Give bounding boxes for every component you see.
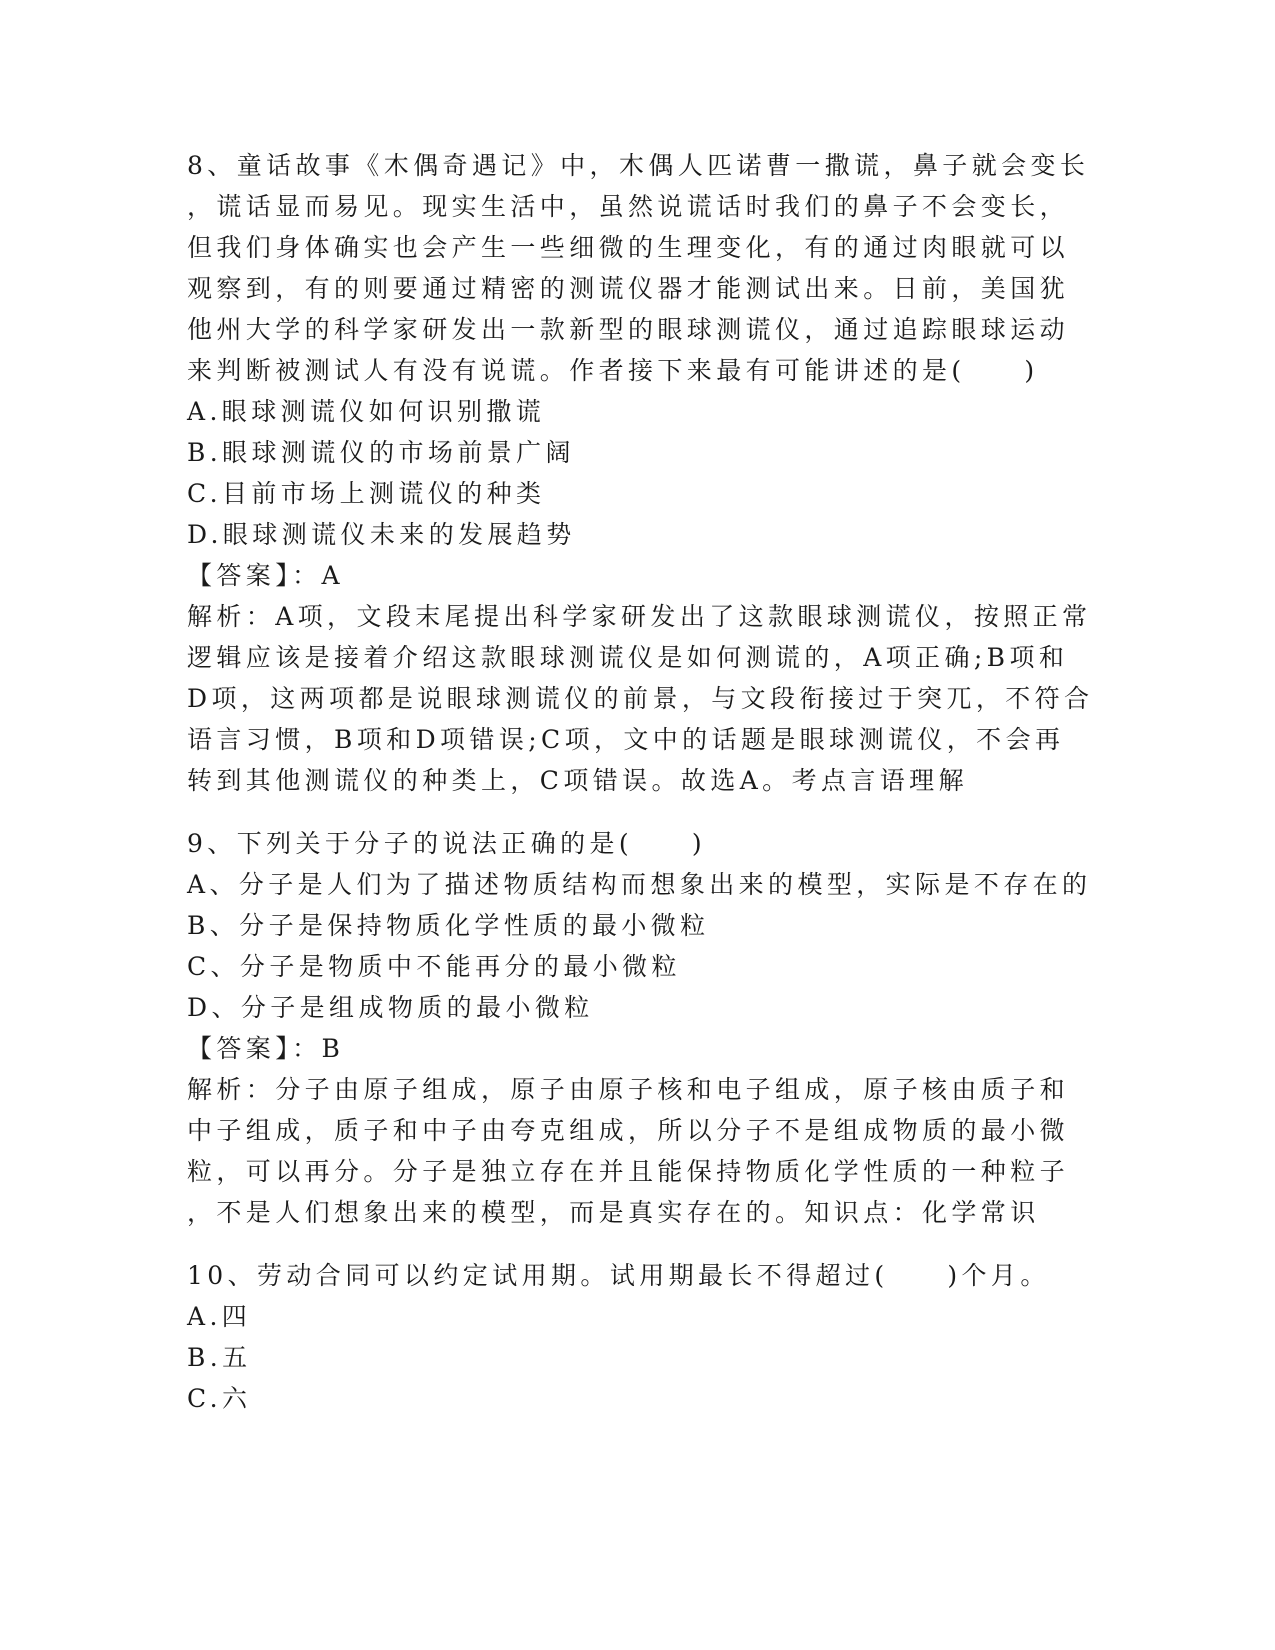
q10-option-a: A.四 xyxy=(187,1302,252,1331)
q8-analysis-line: 语言习惯，B项和D项错误;C项，文中的话题是眼球测谎仪，不会再 xyxy=(187,725,1065,754)
q9-analysis-line: 解析：分子由原子组成，原子由原子核和电子组成，原子核由质子和 xyxy=(187,1075,1070,1104)
q8-option-a: A.眼球测谎仪如何识别撒谎 xyxy=(187,397,546,426)
q8-analysis-line: 解析：A项，文段末尾提出科学家研发出了这款眼球测谎仪，按照正常 xyxy=(187,602,1092,631)
q8-analysis-line: 转到其他测谎仪的种类上，C项错误。故选A。考点言语理解 xyxy=(187,766,968,795)
q8-option-c: C.目前市场上测谎仪的种类 xyxy=(187,479,546,508)
q8-stem-line: 他州大学的科学家研发出一款新型的眼球测谎仪，通过追踪眼球运动 xyxy=(187,315,1070,344)
q9-option-c: C、分子是物质中不能再分的最小微粒 xyxy=(187,952,681,981)
q8-stem-line: ，谎话显而易见。现实生活中，虽然说谎话时我们的鼻子不会变长， xyxy=(187,192,1070,221)
q9-option-a: A、分子是人们为了描述物质结构而想象出来的模型，实际是不存在的 xyxy=(187,870,1092,899)
q8-option-d: D.眼球测谎仪未来的发展趋势 xyxy=(187,520,576,549)
q9-option-d: D、分子是组成物质的最小微粒 xyxy=(187,993,594,1022)
q8-answer: 【答案】：A xyxy=(187,561,344,590)
q8-stem-line: 但我们身体确实也会产生一些细微的生理变化，有的通过肉眼就可以 xyxy=(187,233,1070,262)
q8-option-b: B.眼球测谎仪的市场前景广阔 xyxy=(187,438,575,467)
q9-stem-line: 9、下列关于分子的说法正确的是( ) xyxy=(187,829,707,858)
q10-option-c: C.六 xyxy=(187,1384,252,1413)
q9-option-b: B、分子是保持物质化学性质的最小微粒 xyxy=(187,911,710,940)
q8-stem-line: 来判断被测试人有没有说谎。作者接下来最有可能讲述的是( ) xyxy=(187,356,1039,385)
q10-option-b: B.五 xyxy=(187,1343,252,1372)
q8-analysis-line: 逻辑应该是接着介绍这款眼球测谎仪是如何测谎的，A项正确;B项和 xyxy=(187,643,1069,672)
q9-analysis-line: ，不是人们想象出来的模型，而是真实存在的。知识点：化学常识 xyxy=(187,1198,1040,1227)
q9-answer: 【答案】：B xyxy=(187,1034,345,1063)
q8-stem-line: 8、童话故事《木偶奇遇记》中，木偶人匹诺曹一撒谎，鼻子就会变长 xyxy=(187,151,1090,180)
q10-stem-line: 10、劳动合同可以约定试用期。试用期最长不得超过( )个月。 xyxy=(187,1261,1050,1290)
q9-analysis-line: 粒，可以再分。分子是独立存在并且能保持物质化学性质的一种粒子 xyxy=(187,1157,1070,1186)
q8-analysis-line: D项，这两项都是说眼球测谎仪的前景，与文段衔接过于突兀，不符合 xyxy=(187,684,1094,713)
q8-stem-line: 观察到，有的则要通过精密的测谎仪器才能测试出来。日前，美国犹 xyxy=(187,274,1070,303)
q9-analysis-line: 中子组成，质子和中子由夸克组成，所以分子不是组成物质的最小微 xyxy=(187,1116,1070,1145)
